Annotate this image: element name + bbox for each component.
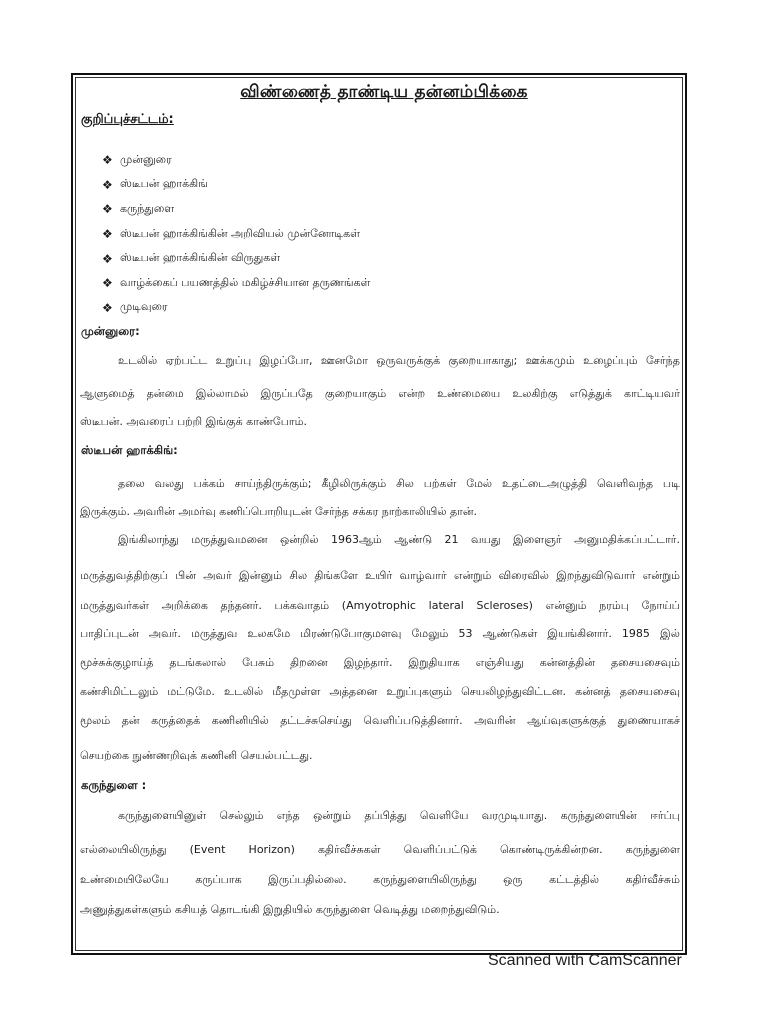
toc-item-label: முன்னுரை [120, 152, 172, 166]
section-heading-stephen-hawking: ஸ்டீபன் ஹாக்கிங்: [81, 443, 178, 457]
diamond-bullet-icon: ❖ [102, 202, 113, 217]
diamond-bullet-icon: ❖ [102, 276, 113, 291]
section-heading-introduction: முன்னுரை: [81, 324, 140, 338]
diamond-bullet-icon: ❖ [102, 177, 113, 192]
toc-item-label: கருந்துளை [120, 201, 175, 215]
toc-list [102, 148, 370, 320]
toc-item [102, 173, 370, 198]
toc-heading: குறிப்புச்சட்டம்: [81, 112, 174, 127]
toc-item-label: ஸ்டீபன் ஹாக்கிங்கின் அறிவியல் முன்னோடிகள் [120, 226, 361, 240]
toc-item-label: வாழ்க்கைப் பயணத்தில் மகிழ்ச்சியான தருணங்கள் [120, 275, 371, 289]
diamond-bullet-icon: ❖ [102, 153, 113, 168]
diamond-bullet-icon: ❖ [102, 300, 113, 315]
toc-item [102, 271, 370, 296]
toc-item-label: முடிவுரை [120, 300, 168, 314]
toc-item-label: ஸ்டீபன் ஹாக்கிங் [120, 177, 208, 191]
diamond-bullet-icon: ❖ [102, 251, 113, 266]
toc-item [102, 148, 370, 173]
scanner-watermark: Scanned with CamScanner [488, 952, 682, 969]
toc-item [102, 222, 370, 247]
diamond-bullet-icon: ❖ [102, 227, 113, 242]
document-title: விண்ணைத் தாண்டிய தன்னம்பிக்கை [240, 82, 528, 102]
toc-item-label: ஸ்டீபன் ஹாக்கிங்கின் விருதுகள் [120, 251, 281, 265]
section-heading-black-hole: கருந்துளை : [81, 778, 147, 792]
toc-item [102, 246, 370, 271]
toc-item [102, 197, 370, 222]
toc-item [102, 296, 370, 321]
